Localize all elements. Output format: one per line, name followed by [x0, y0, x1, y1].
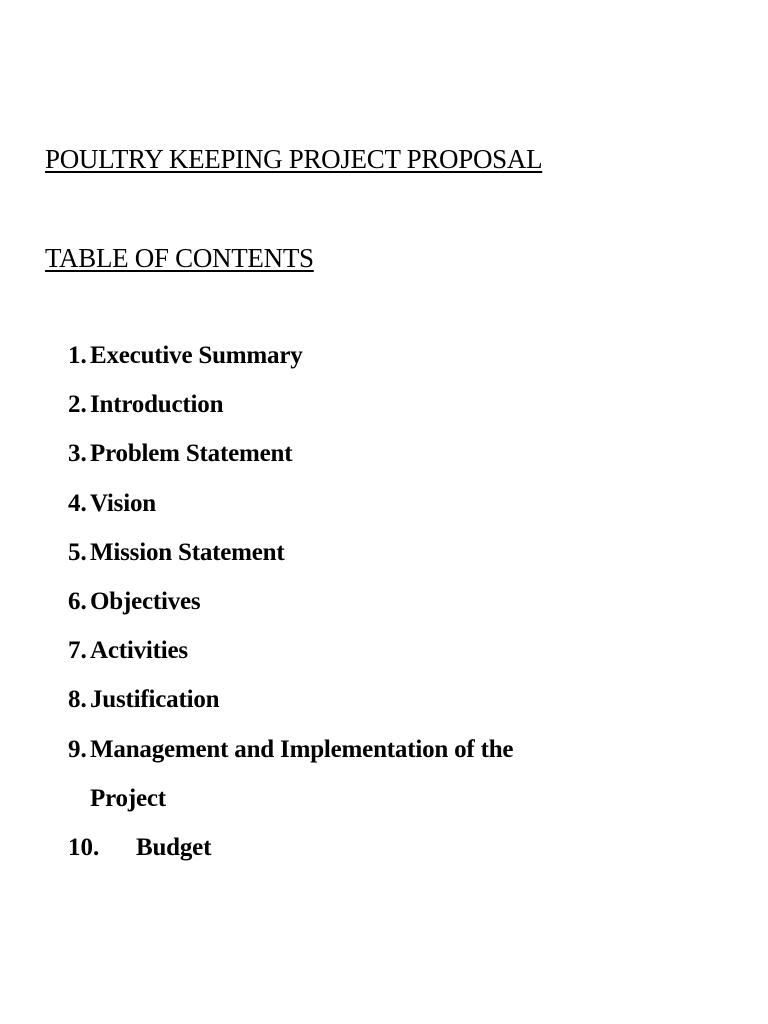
toc-item-label: Mission Statement — [90, 538, 285, 566]
toc-item-label: Vision — [90, 489, 156, 517]
toc-item-number: 7. — [68, 637, 87, 665]
toc-item-label: Activities — [90, 637, 188, 665]
toc-item-vision — [0, 486, 768, 535]
toc-item-label: Introduction — [90, 391, 224, 419]
toc-item-label — [90, 732, 513, 830]
toc-item-number: 5. — [68, 538, 87, 566]
toc-item-number: 1. — [68, 342, 87, 369]
toc-item-label: Executive Summary — [90, 342, 303, 369]
toc-item-number: 9. — [68, 735, 87, 763]
toc-item-budget — [0, 830, 768, 879]
toc-item-number: 4. — [68, 489, 87, 517]
toc-heading: TABLE OF CONTENTS — [45, 243, 314, 273]
document-title: POULTRY KEEPING PROJECT PROPOSAL — [45, 144, 543, 174]
toc-item-label-line: Project — [90, 784, 166, 812]
toc-item-label-line: Management and Implementation of the — [90, 735, 514, 763]
toc-item-label: Budget — [136, 833, 212, 861]
toc-item-label: Problem Statement — [90, 440, 293, 468]
toc-item-number: 6. — [68, 587, 87, 615]
toc-item-objectives — [0, 584, 768, 633]
toc-item-number: 2. — [68, 391, 87, 419]
toc-item-problem-statement — [0, 436, 768, 485]
toc-item-mission-statement — [0, 535, 768, 584]
toc-item-label: Justification — [90, 686, 220, 714]
toc-item-label: Objectives — [90, 587, 201, 615]
toc-item-justification — [0, 682, 768, 731]
table-of-contents — [0, 338, 768, 879]
toc-item-number: 8. — [68, 686, 87, 714]
toc-item-activities — [0, 633, 768, 682]
toc-item-introduction — [0, 387, 768, 436]
toc-item-executive-summary — [0, 338, 768, 387]
toc-item-number: 3. — [68, 440, 87, 468]
toc-item-number: 10. — [68, 833, 100, 861]
toc-item-management-implementation — [0, 732, 768, 830]
